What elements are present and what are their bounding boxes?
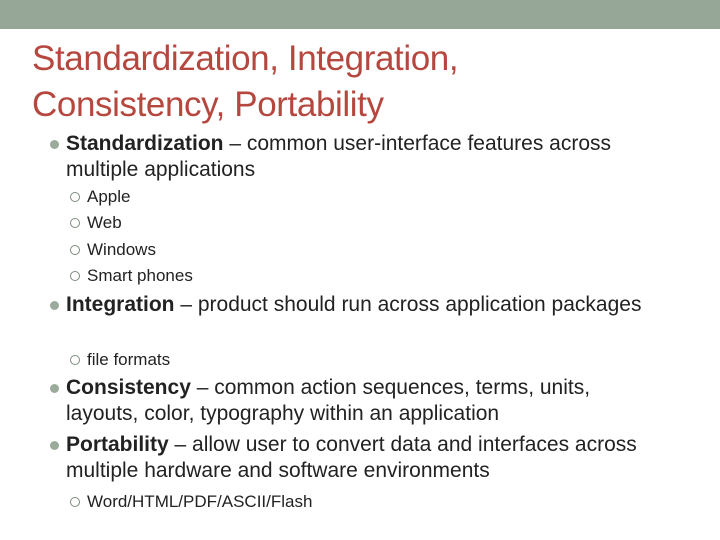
point-term: Portability: [66, 433, 169, 456]
bullet-icon: [50, 441, 59, 450]
sub-bullet-icon: [70, 355, 80, 365]
point-text: – common user-interface features across multiple applications: [66, 132, 612, 181]
point-text: – common action sequences, terms, units, layouts, color, typography within an application: [66, 376, 591, 425]
bullet-icon: [50, 301, 59, 310]
sub-bullet-icon: [70, 271, 80, 281]
subpoint-windows: Windows: [87, 240, 156, 259]
sub-bullet-icon: [70, 245, 80, 255]
point-portability: [66, 432, 666, 484]
subpoint-formats: Word/HTML/PDF/ASCII/Flash: [87, 492, 313, 511]
point-term: Integration: [66, 293, 175, 316]
sub-bullet-icon: [70, 497, 80, 507]
point-term: Standardization: [66, 132, 224, 155]
title-line-1: Standardization, Integration,: [32, 39, 459, 78]
point-text: – product should run across application packages: [174, 293, 642, 316]
point-standardization: [66, 131, 666, 183]
point-consistency: [66, 375, 666, 427]
bullet-icon: [50, 384, 59, 393]
subpoint-web: Web: [87, 213, 122, 232]
subpoint-file-formats: file formats: [87, 350, 171, 369]
point-integration: [66, 292, 666, 318]
subpoint-apple: Apple: [87, 187, 131, 206]
title-line-2: Consistency, Portability: [32, 85, 384, 124]
bullet-icon: [50, 140, 59, 149]
point-term: Consistency: [66, 376, 191, 399]
sub-bullet-icon: [70, 218, 80, 228]
subpoint-smart-phones: Smart phones: [87, 266, 193, 285]
sub-bullet-icon: [70, 192, 80, 202]
point-text: – allow user to convert data and interfaces across multiple hardware and software environments: [66, 433, 637, 482]
